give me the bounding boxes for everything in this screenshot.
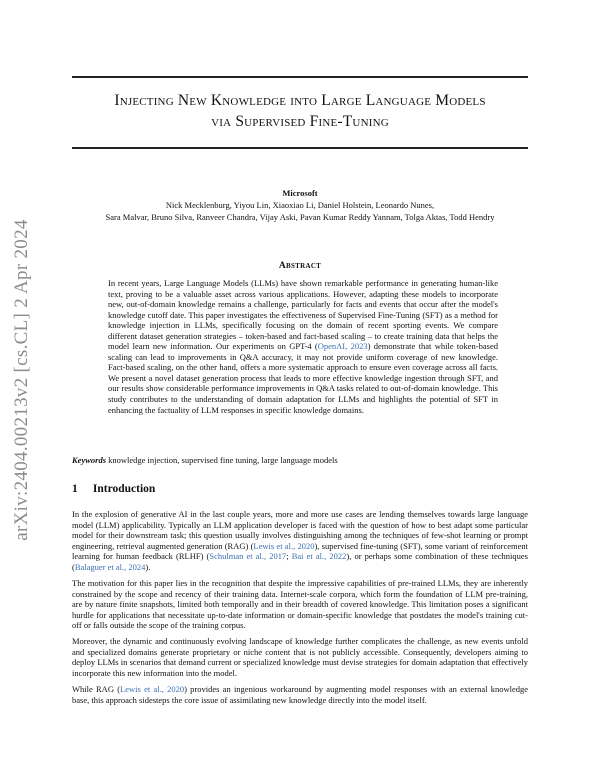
title-top-rule <box>72 76 528 78</box>
author-line-1: Nick Mecklenburg, Yiyou Lin, Xiaoxiao Li, Daniel Holstein, Leonardo Nunes, <box>165 200 435 210</box>
affiliation: Microsoft <box>282 188 318 198</box>
section-title: Introduction <box>92 483 156 495</box>
intro-paragraph-2: The motivation for this paper lies in the recognition that despite the impressive capabilities of pre-trained LLMs, they are inherently constrained by the scope and recency of their training data. Internet-scale corpora, which form the foundation of LLM pre-training, are by nature finite snapshots, limited both temporally and in their breadth of covered knowledge. This limitation poses a significant hurdle for applications that necessitate up-to-date information or domain-specific knowledge that postdates the model's training cut-off or falls outside the scope of the training corpus. <box>72 578 528 631</box>
author-list <box>60 200 540 223</box>
paper-title-line-2: via Supervised Fine-Tuning <box>211 113 389 130</box>
citation-balaguer-2024-link[interactable]: Balaguer et al., 2024 <box>74 561 146 572</box>
intro-paragraph-3: Moreover, the dynamic and continuously evolving landscape of knowledge further complicates the challenge, as new events unfold and specialized domains generate proprietary or niche content that is not publicly accessible. Consequently, developers aiming to deploy LLMs in scenarios that demand current or specialized knowledge must devise strategies for domain adaptation that effectively incorporate this new information into the model. <box>72 636 528 678</box>
keywords-line <box>72 455 528 465</box>
title-bottom-rule <box>72 147 528 149</box>
citation-schulman-2017-link[interactable]: Schulman et al., 2017 <box>209 551 287 562</box>
p1-text-c: ; <box>286 551 292 562</box>
intro-paragraph-4 <box>72 684 528 705</box>
arxiv-identifier: arXiv:2404.00213v2 [cs.CL] 2 Apr 2024 <box>11 219 32 541</box>
p1-text-e: ). <box>145 561 151 572</box>
p1-text-a: In the explosion of generative AI in the last couple years, more and more use cases are lending themselves towards large language model (LLM) applicability. Typically an LLM application developer is faced with the question of how to best adapt some particular model for their downstream task; this question usually involves distinguishing among the techniques of few-shot learning or prompt engineering, retrieval augmented generation (RAG) ( <box>72 509 528 551</box>
citation-lewis-2020-link-2[interactable]: Lewis et al., 2020 <box>120 684 185 694</box>
abstract-heading: Abstract <box>278 261 322 271</box>
section-heading-introduction <box>72 483 528 495</box>
paper-title <box>72 90 528 132</box>
keywords-text: knowledge injection, supervised fine tuning, large language models <box>108 455 338 465</box>
citation-lewis-2020-link[interactable]: Lewis et al., 2020 <box>253 540 315 551</box>
arxiv-sidebar-stamp <box>6 210 38 550</box>
abstract-body <box>108 278 498 415</box>
citation-bai-2022-link[interactable]: Bai et al., 2022 <box>291 551 347 562</box>
section-number: 1 <box>72 483 78 495</box>
author-line-2: Sara Malvar, Bruno Silva, Ranveer Chandra, Vijay Aski, Pavan Kumar Reddy Yannam, Tolga Aktas, Todd Hendry <box>105 211 495 222</box>
p4-text-b: ) provides an ingenious workaround by augmenting model responses with an external knowledge base, this approach sidesteps the core issue of assimilating new knowledge directly into the model itself. <box>72 684 529 705</box>
citation-openai-link[interactable]: OpenAI, 2023 <box>317 341 368 352</box>
keywords-label: Keywords <box>72 455 106 465</box>
abstract-text-b: ) demonstrate that while token-based scaling can lead to improvements in Q&A accuracy, it may not provide uniform coverage of new knowledge. Fact-based scaling, on the other hand, offers a more systematic approach to ensure even coverage across all facts. We present a novel dataset generation process that leads to more effective knowledge ingestion through SFT, and our results show considerable performance improvements in Q&A tasks related to out-of-domain knowledge. This study contributes to the understanding of domain adaptation for LLMs and highlights the potential of SFT in enhancing the factuality of LLM responses in specific knowledge domains. <box>108 341 498 415</box>
p1-text-d: ), or perhaps some combination of these techniques ( <box>72 551 528 572</box>
intro-paragraph-1 <box>72 509 528 573</box>
paper-title-line-1: Injecting New Knowledge into Large Language Models <box>114 92 486 109</box>
p4-text-a: While RAG ( <box>72 684 121 694</box>
p1-text-b: ), supervised fine-tuning (SFT), some variant of reinforcement learning for human feedback (RLHF) ( <box>72 540 528 562</box>
abstract-text-a: In recent years, Large Language Models (LLMs) have shown remarkable performance in generating human-like text, proving to be a valuable asset across various applications. However, adapting these models to incorporate new, out-of-domain knowledge remains a challenge, particularly for facts and events that occur after the model's knowledge cutoff date. This paper investigates the effectiveness of Supervised Fine-Tuning (SFT) as a method for knowledge injection in LLMs, specifically focusing on the domain of recent sporting events. We compare different dataset generation strategies – token-based and fact-based scaling – to create training data that helps the model learn new information. Our experiments on GPT-4 ( <box>108 278 498 352</box>
